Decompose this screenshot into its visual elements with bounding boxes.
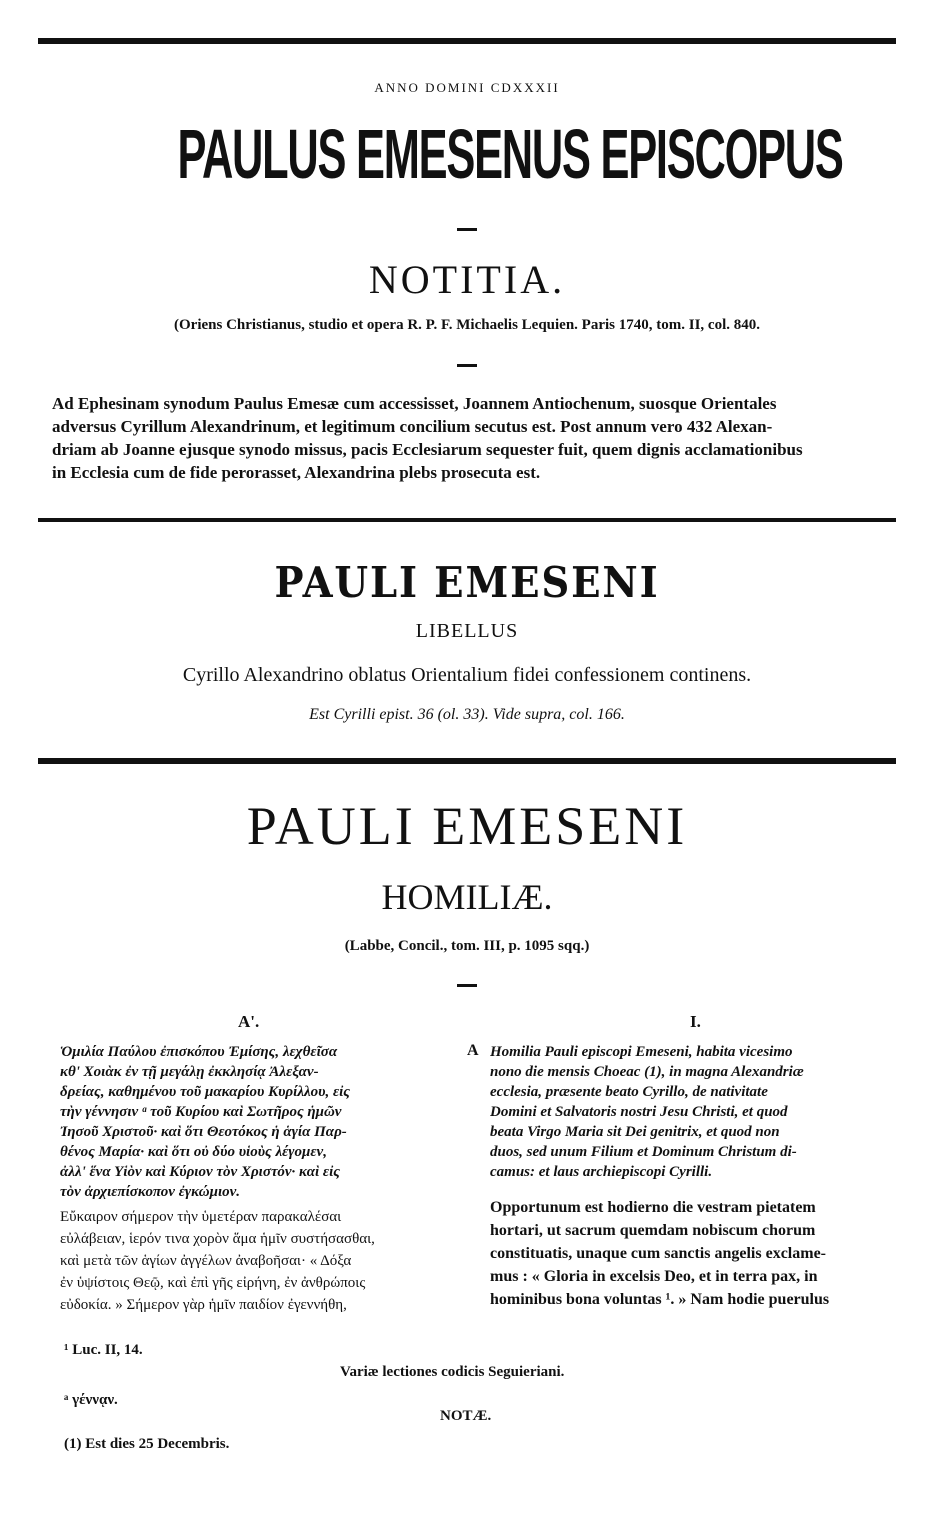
- libellus-citation: Est Cyrilli epist. 36 (ol. 33). Vide supra, col. 166.: [309, 706, 625, 723]
- greek-line: δρείας, καθημένου τοῦ μακαρίου Κυρίλλου, εἰς: [60, 1084, 350, 1100]
- greek-line: Ὁμιλία Παύλου ἐπισκόπου Ἐμίσης, λεχθεῖσα: [60, 1044, 338, 1060]
- divider-dash: [457, 228, 477, 231]
- latin-line: Homilia Pauli episcopi Emeseni, habita vicesimo: [490, 1044, 793, 1060]
- greek-line: τὴν γέννησιν ᵃ τοῦ Κυρίου καὶ Σωτῆρος ἡμῶν: [60, 1104, 342, 1120]
- year-heading: ANNO DOMINI CDXXXII: [374, 80, 560, 95]
- greek-line: κθ' Χοιὰκ ἐν τῇ μεγάλῃ ἐκκλησίᾳ Ἀλεξαν-: [60, 1064, 319, 1080]
- greek-line: ἀλλ' ἕνα Υἱὸν καὶ Κύριον τὸν Χριστόν· καὶ εἰς: [60, 1164, 340, 1180]
- notae-heading: NOTÆ.: [440, 1408, 492, 1424]
- greek-line: θένος Μαρία· καὶ ὅτι οὐ δύο υἱοὺς λέγομεν,: [60, 1144, 327, 1160]
- notitia-heading: NOTITIA.: [368, 257, 566, 302]
- greek-line: ἐν ὑψίστοις Θεῷ, καὶ ἐπὶ γῆς εἰρήνη, ἐν ἀνθρώποις: [60, 1275, 366, 1291]
- greek-line: τὸν ἀρχιεπίσκοπον ἐγκώμιον.: [60, 1184, 241, 1200]
- section-rule: [38, 758, 896, 764]
- source-citation: (Oriens Christianus, studio et opera R. P. F. Michaelis Lequien. Paris 1740, tom. II, col. 840.: [174, 317, 760, 333]
- latin-line: hortari, ut sacrum quemdam nobiscum chorum: [490, 1222, 816, 1239]
- greek-line: καὶ μετὰ τῶν ἁγίων ἀγγέλων ἀναβοῆσαι· « Δόξα: [60, 1253, 352, 1269]
- latin-body: [490, 1196, 908, 1311]
- libellus-description: Cyrillo Alexandrino oblatus Orientalium fidei confessionem continens.: [182, 664, 752, 686]
- divider-dash: [457, 984, 477, 987]
- divider-dash: [457, 364, 477, 367]
- greek-line: εὐδοκία. » Σήμερον γὰρ ἡμῖν παιδίον ἐγεννήθη,: [60, 1297, 347, 1313]
- homiliae-title: PAULI EMESENI: [246, 796, 688, 856]
- greek-line: εὐλάβειαν, ἱερόν τινα χορὸν ἅμα ἡμῖν συστήσασθαι,: [60, 1231, 375, 1247]
- latin-line: Domini et Salvatoris nostri Jesu Christi, et quod: [490, 1104, 788, 1120]
- latin-line: Opportunum est hodierno die vestram pietatem: [490, 1199, 816, 1216]
- text-line: Ad Ephesinam synodum Paulus Emesæ cum accessisset, Joannem Antiochenum, suosque Orientales: [52, 394, 777, 413]
- margin-marker: A: [467, 1042, 479, 1059]
- latin-intro: [490, 1042, 908, 1182]
- footnote-dies: (1) Est dies 25 Decembris.: [64, 1436, 230, 1452]
- latin-column-heading: I.: [690, 1012, 701, 1031]
- footnote-gennan: ᵃ γέννᾳν.: [64, 1392, 118, 1408]
- top-rule: [38, 38, 896, 44]
- latin-line: constituatis, unaque cum sanctis angelis exclame-: [490, 1245, 826, 1262]
- greek-body: [60, 1206, 462, 1316]
- latin-line: camus: et laus archiepiscopi Cyrilli.: [490, 1164, 713, 1180]
- libellus-subtitle: LIBELLUS: [415, 620, 519, 642]
- text-line: driam ab Joanne ejusque synodo missus, pacis Ecclesiarum sequester fuit, quem dignis acclamationibus: [52, 440, 803, 459]
- latin-line: duos, sed unum Filium et Dominum Christum di-: [490, 1144, 797, 1160]
- text-line: in Ecclesia cum de fide perorasset, Alexandrina plebs prosecuta est.: [52, 463, 541, 482]
- greek-line: Εὔκαιρον σήμερον τὴν ὑμετέραν παρακαλέσαι: [60, 1209, 342, 1225]
- latin-line: nono die mensis Choeac (1), in magna Alexandriæ: [490, 1064, 804, 1080]
- section-rule: [38, 518, 896, 522]
- page-title: PAULUS EMESENUS EPISCOPUS: [177, 115, 843, 193]
- text-line: adversus Cyrillum Alexandrinum, et legitimum concilium secutus est. Post annum vero 432 Alexan-: [52, 417, 773, 436]
- footnote-luc: ¹ Luc. II, 14.: [64, 1342, 143, 1358]
- greek-column-heading: Α'.: [238, 1012, 260, 1031]
- latin-line: mus : « Gloria in excelsis Deo, et in terra pax, in: [490, 1268, 818, 1285]
- homiliae-citation: (Labbe, Concil., tom. III, p. 1095 sqq.): [344, 938, 590, 954]
- greek-line: Ἰησοῦ Χριστοῦ· καὶ ὅτι Θεοτόκος ἡ ἁγία Παρ-: [60, 1124, 347, 1140]
- latin-line: beata Virgo Maria sit Dei genitrix, et quod non: [490, 1124, 780, 1140]
- notitia-paragraph: [52, 392, 898, 484]
- homiliae-subtitle: HOMILIÆ.: [381, 877, 553, 917]
- footnote-variae: Variæ lectiones codicis Seguieriani.: [340, 1364, 565, 1380]
- libellus-title: PAULI EMESENI: [274, 558, 660, 607]
- latin-line: hominibus bona voluntas ¹. » Nam hodie puerulus: [490, 1291, 830, 1308]
- greek-intro: [60, 1042, 462, 1202]
- latin-line: ecclesia, præsente beato Cyrillo, de nativitate: [490, 1084, 768, 1100]
